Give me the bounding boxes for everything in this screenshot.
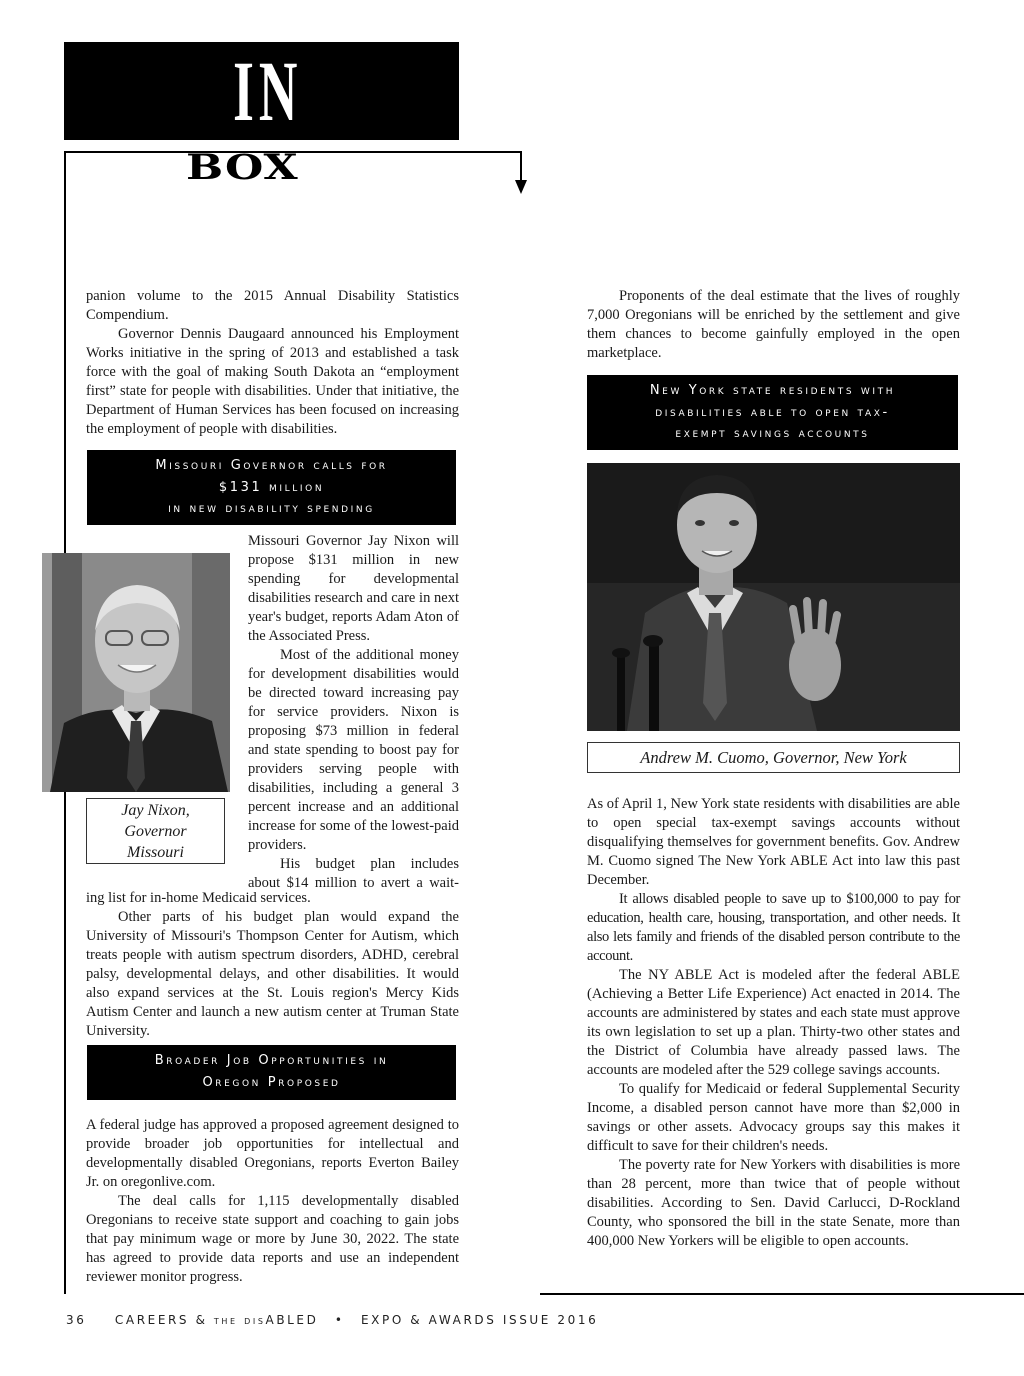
article-paragraph: Proponents of the deal estimate that the lives of roughly 7,000 Oregonians will be enriched by the settlement and give them chances to become gainfully employed in the open marketplace.	[587, 288, 960, 361]
article-paragraph: The deal calls for 1,115 developmentally disabled Oregonians to receive state support and coaching to gain jobs that pay minimum wage or more by June 30, 2022. The state has agreed to provide data reports and use an independent reviewer monitor progress.	[86, 1193, 459, 1285]
article-paragraph: Missouri Governor Jay Nixon will propose $131 million in new spending for developmental disabilities research and care in next year's budget, reports Adam Aton of the Associated Press.	[248, 533, 459, 644]
right-column-intro	[587, 287, 960, 363]
headline-missouri	[87, 450, 456, 525]
frame-line-arrow-stem	[520, 151, 522, 181]
left-column-continued	[86, 889, 459, 1041]
oregon-article-text	[86, 1116, 459, 1287]
frame-line-bottom	[540, 1293, 1024, 1295]
headline-line: in new disability spending	[168, 501, 375, 516]
caption-line: Governor	[124, 823, 187, 840]
article-paragraph: To qualify for Medicaid or federal Supplemental Security Income, a disabled person cannot have more than $2,000 in savings or other assets. Advocacy groups say this makes it difficult to save for their children's needs.	[587, 1081, 960, 1154]
headline-line: New York state residents with	[649, 383, 896, 398]
page-footer	[66, 1313, 620, 1327]
article-paragraph: ing list for in-home Medicaid services.	[86, 890, 311, 906]
caption-line: Jay Nixon,	[121, 802, 190, 819]
nixon-article-text	[248, 532, 459, 893]
headline-line: $131 million	[218, 479, 325, 495]
publication-name: CAREERS & the disABLED	[114, 1313, 319, 1327]
article-paragraph: The poverty rate for New Yorkers with disabilities is more than 28 percent, more than twice that of people without disabilities. According to Sen. David Carlucci, D-Rockland County, who sponsored the bill in the state Senate, more than 400,000 New Yorkers will be eligible to open accounts.	[587, 1157, 960, 1249]
article-paragraph: Governor Dennis Daugaard announced his Employment Works initiative in the spring of 2013 and established a task force with the goal of making South Dakota an “employment first” state for people with disabilities. Under that initiative, the Department of Human Services has been focused on increasing the employment of people with disabilities.	[86, 326, 459, 437]
caption-jay-nixon	[86, 798, 225, 864]
caption-andrew-cuomo: Andrew M. Cuomo, Governor, New York	[587, 742, 960, 773]
article-paragraph: As of April 1, New York state residents with disabilities are able to open special tax-exempt savings accounts without disqualifying themselves for government benefits. Gov. Andrew M. Cuomo signed The New York ABLE Act into law this past December.	[587, 796, 960, 888]
photo-andrew-cuomo	[587, 463, 960, 731]
article-paragraph: It allows disabled people to save up to $100,000 to pay for education, health care, housing, transportation, and other needs. It also lets family and friends of the disabled person contribute to the account.	[587, 891, 960, 964]
section-title-box: BOX	[186, 148, 299, 188]
left-column-intro	[86, 287, 459, 439]
article-paragraph: The NY ABLE Act is modeled after the federal ABLE (Achieving a Better Life Experience) Act enacted in 2014. The accounts are administered by states and each state must approve its own legislation to set up a plan. Thirty-two other states and the District of Columbia have already passed laws. The accounts are modeled after the 529 college savings accounts.	[587, 967, 960, 1078]
issue-name: EXPO & AWARDS ISSUE 2016	[361, 1313, 599, 1327]
headline-line: Oregon Proposed	[202, 1074, 341, 1090]
headline-new-york	[587, 375, 958, 450]
headline-oregon	[87, 1045, 456, 1100]
section-title-in	[64, 42, 459, 140]
article-paragraph: panion volume to the 2015 Annual Disability Statistics Compendium.	[86, 288, 459, 323]
section-title-in-text: IN	[233, 43, 303, 139]
headline-line: Missouri Governor calls for	[155, 458, 388, 473]
footer-separator: •	[334, 1313, 345, 1327]
page-number: 36	[66, 1313, 87, 1327]
headline-line: exempt savings accounts	[675, 426, 870, 441]
photo-jay-nixon	[42, 553, 230, 792]
headline-line: Broader Job Opportunities in	[154, 1053, 389, 1068]
headline-line: disabilities able to open tax-	[655, 404, 890, 420]
article-paragraph: Other parts of his budget plan would expand the University of Missouri's Thompson Center for Autism, which treats people with autism spectrum disorders, ADHD, cerebral palsy, developmental delays, and other disabilities. It would also expand services at the St. Louis region's Mercy Kids Autism Center and launch a new autism center at Truman State University.	[86, 909, 459, 1039]
article-paragraph: A federal judge has approved a proposed agreement designed to provide broader job opportunities for intellectual and developmentally disabled Oregonians, reports Everton Bailey Jr. on oregonlive.com.	[86, 1117, 459, 1190]
caption-line: Missouri	[127, 844, 184, 861]
article-paragraph: His budget plan includes about $14 million to avert a wait-	[248, 856, 459, 891]
article-paragraph: Most of the additional money for development disabilities would be directed toward increasing pay for service providers. Nixon is proposing $73 million in federal and state spending to boost pay for providers serving people with disabilities, including a general 3 percent increase and an additional increase for some of the lowest-paid providers.	[248, 647, 459, 853]
new-york-article-text	[587, 795, 960, 1251]
down-arrow-icon	[515, 180, 527, 194]
